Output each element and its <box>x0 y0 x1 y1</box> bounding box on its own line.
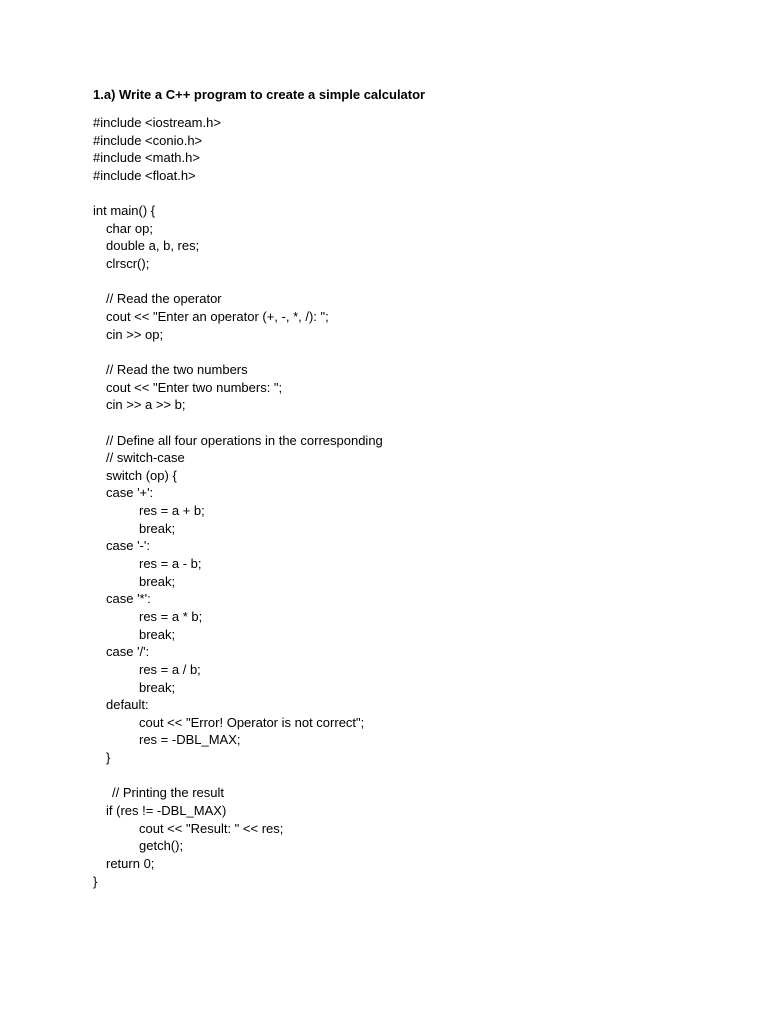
case-break-line: break; <box>139 573 176 589</box>
case-label-line: case '*': <box>106 591 151 607</box>
blank-line <box>93 273 383 291</box>
case-label-line: case '-': <box>106 538 150 554</box>
code-listing <box>93 114 383 890</box>
switch-close-line: } <box>106 750 111 766</box>
blank-line <box>93 414 383 432</box>
include-line: #include <float.h> <box>93 167 196 183</box>
default-label-line: default: <box>106 697 149 713</box>
case-label-line: case '/': <box>106 644 150 660</box>
switch-open-line: switch (op) { <box>106 467 177 483</box>
include-line: #include <conio.h> <box>93 132 203 148</box>
comment-line: // switch-case <box>106 450 185 466</box>
case-break-line: break; <box>139 679 176 695</box>
blank-line <box>93 343 383 361</box>
return-line: return 0; <box>106 855 155 871</box>
closing-brace-line: } <box>93 873 98 889</box>
comment-line: // Read the two numbers <box>106 361 248 377</box>
blank-line <box>93 767 383 785</box>
declaration-line: char op; <box>106 220 153 236</box>
case-statement-line: res = a + b; <box>139 503 205 519</box>
comment-line: // Read the operator <box>106 291 222 307</box>
code-line: cin >> op; <box>106 326 164 342</box>
case-break-line: break; <box>139 626 176 642</box>
include-line: #include <math.h> <box>93 150 200 166</box>
print-line: cout << "Result: " << res; <box>139 820 284 836</box>
question-heading: 1.a) Write a C++ program to create a simple calculator <box>93 87 426 102</box>
case-label-line: case '+': <box>106 485 154 501</box>
include-line: #include <iostream.h> <box>93 115 221 130</box>
case-break-line: break; <box>139 520 176 536</box>
case-statement-line: res = a * b; <box>139 608 203 624</box>
default-error-line: cout << "Error! Operator is not correct"; <box>139 714 365 730</box>
blank-line <box>93 185 383 203</box>
declaration-line: double a, b, res; <box>106 238 200 254</box>
case-statement-line: res = a - b; <box>139 556 202 572</box>
comment-line: // Define all four operations in the corresponding <box>106 432 383 448</box>
case-statement-line: res = a / b; <box>139 661 201 677</box>
getch-line: getch(); <box>139 838 184 854</box>
code-line: cout << "Enter an operator (+, -, *, /): "; <box>106 309 329 325</box>
condition-line: if (res != -DBL_MAX) <box>106 802 227 818</box>
main-signature-line: int main() { <box>93 203 156 219</box>
declaration-line: clrscr(); <box>106 256 150 272</box>
code-line: cout << "Enter two numbers: "; <box>106 379 283 395</box>
code-line: cin >> a >> b; <box>106 397 186 413</box>
comment-line: // Printing the result <box>112 785 224 801</box>
default-assign-line: res = -DBL_MAX; <box>139 732 241 748</box>
